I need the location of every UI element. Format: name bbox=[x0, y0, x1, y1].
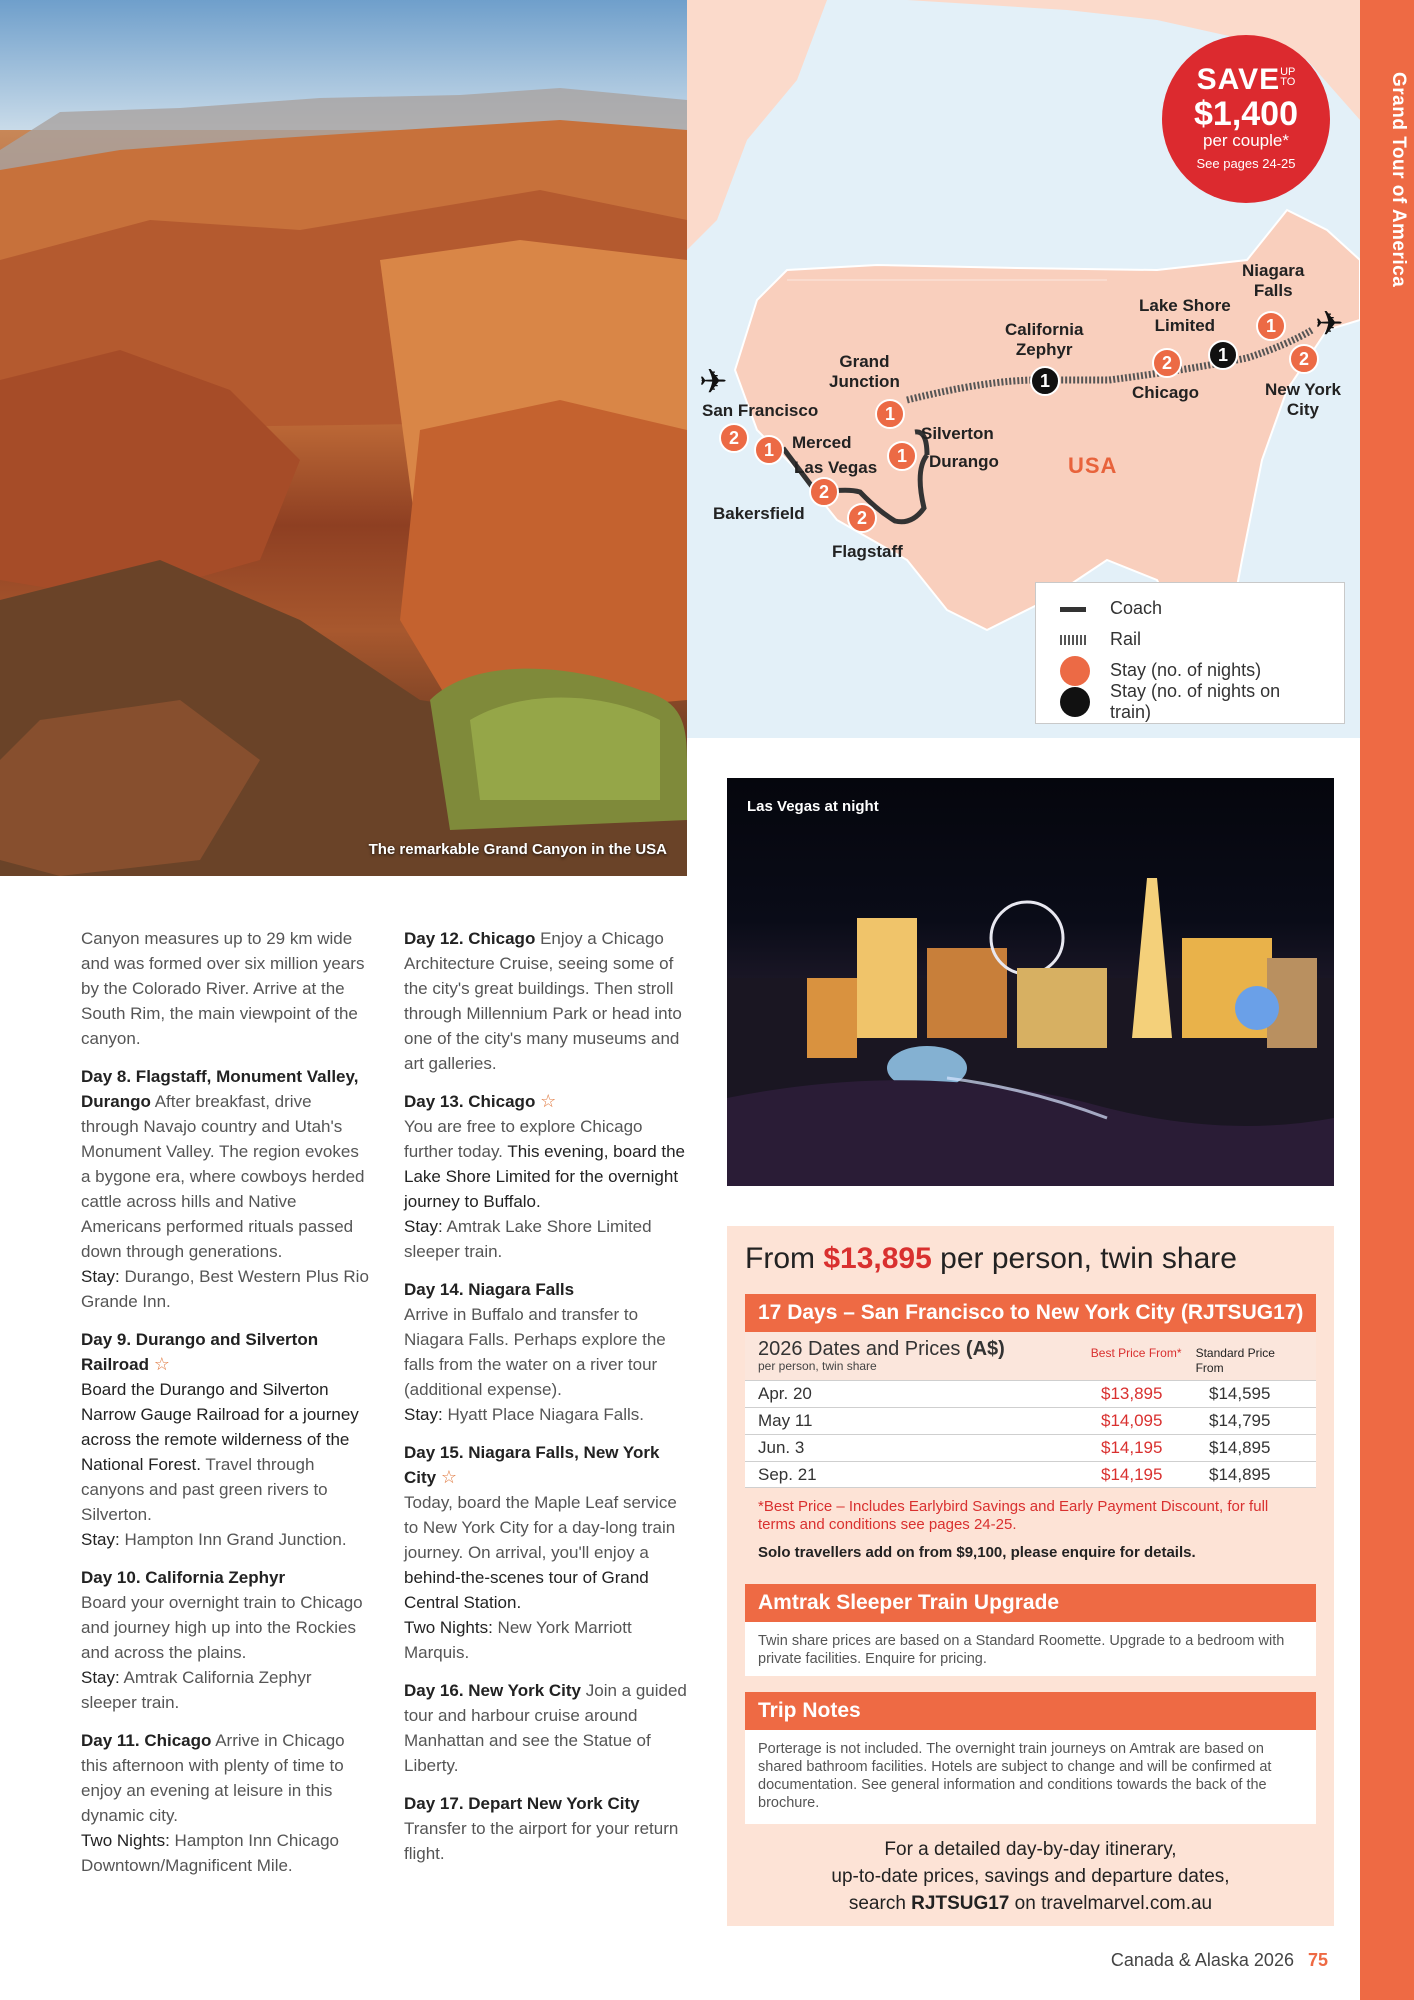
save-badge bbox=[1162, 35, 1330, 203]
day-15-stay-label: Two Nights: bbox=[404, 1618, 493, 1637]
trip-notes-body: Porterage is not included. The overnight train journeys on Amtrak are based on shared bathroom facilities. Hotels are subject to change and will be confirmed at documentation. See general information and conditions towards the back of the brochure. bbox=[745, 1730, 1316, 1824]
col-best-price: Best Price From* bbox=[1090, 1346, 1182, 1360]
day-16-body: Join a guided tour and harbour cruise around Manhattan and see the Statue of Liberty. bbox=[404, 1681, 687, 1775]
row-best: $14,195 bbox=[1101, 1438, 1163, 1457]
cta-line-1: For a detailed day-by-day itinerary, bbox=[884, 1839, 1177, 1860]
city-new-york-line1: New York bbox=[1265, 380, 1341, 399]
legend-rail-label: Rail bbox=[1110, 629, 1142, 649]
legend-rail bbox=[1054, 624, 1326, 655]
stay-dot-icon bbox=[1054, 661, 1090, 681]
day-12-body: Enjoy a Chicago Architecture Cruise, seeing some of the city's great buildings. Then stroll through Millennium Park or head into one of the city's many museums and art galleries. bbox=[404, 929, 682, 1073]
table-title bbox=[758, 1338, 1091, 1376]
day-8-title: Day 8. Flagstaff, Monument Valley, Durango bbox=[81, 1067, 359, 1111]
day-9-body: Travel through canyons and past green rivers to Silverton. bbox=[81, 1455, 328, 1524]
day-17 bbox=[404, 1791, 694, 1866]
day-8 bbox=[81, 1064, 371, 1314]
day-13-body: You are free to explore Chicago further today. bbox=[404, 1117, 643, 1161]
row-standard: $14,795 bbox=[1209, 1411, 1271, 1430]
day-11-stay-label: Two Nights: bbox=[81, 1831, 170, 1850]
table-subtitle: per person, twin share bbox=[758, 1359, 877, 1373]
day-15-body-highlight: behind-the-scenes tour of Grand Central Station. bbox=[404, 1568, 649, 1612]
day-16-title: Day 16. New York City bbox=[404, 1681, 582, 1700]
city-new-york bbox=[1265, 380, 1341, 419]
star-icon: ☆ bbox=[153, 1354, 170, 1374]
vegas-illustration bbox=[727, 778, 1334, 1186]
city-grand-junction bbox=[829, 352, 900, 391]
day-13 bbox=[404, 1089, 694, 1264]
price-table-header bbox=[745, 1332, 1316, 1380]
stay-marker-durango: 1 bbox=[887, 441, 917, 471]
day-12-title: Day 12. Chicago bbox=[404, 929, 536, 948]
city-bakersfield: Bakersfield bbox=[713, 504, 805, 523]
day-13-stay-label: Stay: bbox=[404, 1217, 443, 1236]
row-standard: $14,895 bbox=[1209, 1438, 1271, 1457]
day-9-stay: Hampton Inn Grand Junction. bbox=[124, 1530, 347, 1549]
city-new-york-line2: City bbox=[1286, 399, 1320, 419]
day-12 bbox=[404, 926, 694, 1076]
trip-notes-header: Trip Notes bbox=[745, 1692, 1316, 1730]
save-up: UP bbox=[1280, 66, 1296, 78]
upgrade-header: Amtrak Sleeper Train Upgrade bbox=[745, 1584, 1316, 1622]
itinerary-cta bbox=[745, 1836, 1316, 1917]
col-standard-price: Standard Price From bbox=[1195, 1346, 1275, 1375]
day-11 bbox=[81, 1728, 371, 1878]
day-10 bbox=[81, 1565, 371, 1715]
plane-icon-east: ✈ bbox=[1315, 305, 1344, 343]
label-lake-shore-limited bbox=[1139, 296, 1231, 335]
day-11-stay: Hampton Inn Chicago Downtown/Magnificent Mile. bbox=[81, 1831, 339, 1875]
city-grand-junction-line1: Grand bbox=[839, 352, 890, 371]
table-currency: (A$) bbox=[965, 1338, 1005, 1360]
day-10-stay-label: Stay: bbox=[81, 1668, 120, 1687]
legend-train bbox=[1054, 680, 1326, 722]
row-date: May 11 bbox=[758, 1411, 813, 1430]
side-band-title: Grand Tour of America bbox=[1388, 72, 1409, 288]
table-row bbox=[745, 1434, 1316, 1461]
canyon-caption: The remarkable Grand Canyon in the USA bbox=[368, 841, 667, 858]
city-niagara-line1: Niagara bbox=[1242, 261, 1305, 280]
coach-line-icon bbox=[1054, 599, 1090, 619]
upgrade-body: Twin share prices are based on a Standard Roomette. Upgrade to a bedroom with private facilities. Enquire for pricing. bbox=[745, 1622, 1316, 1676]
label-california-zephyr bbox=[1005, 320, 1083, 359]
day-13-stay: Amtrak Lake Shore Limited sleeper train. bbox=[404, 1217, 652, 1261]
label-lake-shore-line2: Limited bbox=[1154, 315, 1216, 335]
legend-stay-label: Stay (no. of nights) bbox=[1110, 660, 1262, 680]
row-best: $14,195 bbox=[1101, 1464, 1163, 1484]
day-15-stay: New York Marriott Marquis. bbox=[404, 1618, 632, 1662]
table-row bbox=[745, 1380, 1316, 1407]
save-per: per couple* bbox=[1202, 131, 1289, 150]
pricing-panel bbox=[727, 1226, 1334, 1926]
row-best: $13,895 bbox=[1101, 1384, 1163, 1403]
day-13-title: Day 13. Chicago bbox=[404, 1092, 536, 1111]
save-to: TO bbox=[1280, 76, 1296, 88]
save-headline bbox=[1162, 63, 1330, 97]
city-silverton: Silverton bbox=[921, 424, 994, 443]
las-vegas-photo bbox=[727, 778, 1334, 1186]
train-marker-california-zephyr: 1 bbox=[1030, 366, 1060, 396]
stay-marker-new-york: 2 bbox=[1289, 344, 1319, 374]
price-table bbox=[745, 1332, 1316, 1488]
legend-train-label: Stay (no. of nights on train) bbox=[1109, 680, 1281, 722]
stay-marker-grand-junction: 1 bbox=[875, 399, 905, 429]
canyon-illustration bbox=[0, 0, 687, 876]
day-9-title: Day 9. Durango and Silverton Railroad bbox=[81, 1330, 319, 1374]
from-suffix: per person, twin share bbox=[940, 1242, 1237, 1275]
day-8-stay: Durango, Best Western Plus Rio Grande Inn. bbox=[81, 1267, 369, 1311]
day-14 bbox=[404, 1277, 694, 1427]
page-footer bbox=[1111, 1950, 1328, 1971]
day-10-title: Day 10. California Zephyr bbox=[81, 1568, 286, 1587]
from-prefix: From bbox=[745, 1242, 815, 1275]
star-icon: ☆ bbox=[440, 1467, 457, 1487]
legend-coach-label: Coach bbox=[1110, 598, 1163, 618]
city-durango: Durango bbox=[929, 452, 999, 471]
save-up-to bbox=[1280, 67, 1295, 87]
rail-line-icon bbox=[1054, 630, 1090, 650]
day-13-body-highlight: This evening, board the Lake Shore Limited for the overnight journey to Buffalo. bbox=[404, 1142, 685, 1211]
label-california-zephyr-line1: California bbox=[1005, 320, 1084, 339]
day-9 bbox=[81, 1327, 371, 1552]
city-merced: Merced bbox=[792, 433, 852, 452]
itinerary-column-1 bbox=[81, 926, 371, 1891]
city-grand-junction-line2: Junction bbox=[829, 371, 900, 391]
stay-marker-merced: 1 bbox=[754, 435, 784, 465]
legend-coach bbox=[1054, 593, 1326, 624]
day-11-title: Day 11. Chicago bbox=[81, 1731, 212, 1750]
country-label: USA bbox=[1068, 453, 1118, 478]
itinerary-column-2 bbox=[404, 926, 694, 1879]
solo-note: Solo travellers add on from $9,100, please enquire for details. bbox=[758, 1544, 1196, 1561]
day-10-body: Board your overnight train to Chicago and journey high up into the Rockies and across the plains. bbox=[81, 1593, 363, 1662]
stay-marker-flagstaff: 2 bbox=[847, 503, 877, 533]
table-row bbox=[745, 1461, 1316, 1488]
city-las-vegas: Las Vegas bbox=[794, 458, 878, 477]
city-chicago: Chicago bbox=[1132, 383, 1200, 402]
grand-canyon-photo bbox=[0, 0, 687, 876]
from-price bbox=[745, 1242, 1237, 1276]
day-15-title: Day 15. Niagara Falls, New York City bbox=[404, 1443, 660, 1487]
day-11-body: Arrive in Chicago this afternoon with plenty of time to enjoy an evening at leisure in this dynamic city. bbox=[81, 1731, 345, 1825]
stay-marker-chicago: 2 bbox=[1152, 348, 1182, 378]
train-marker-lake-shore-limited: 1 bbox=[1208, 340, 1238, 370]
save-see-pages: See pages 24-25 bbox=[1196, 156, 1296, 171]
row-standard: $14,895 bbox=[1209, 1464, 1271, 1484]
from-amount: $13,895 bbox=[823, 1242, 932, 1275]
intro-paragraph: Canyon measures up to 29 km wide and was formed over six million years by the Colorado River. Arrive at the South Rim, the main viewpoint of the canyon. bbox=[81, 929, 365, 1048]
train-dot-icon bbox=[1054, 692, 1090, 712]
publication-name: Canada & Alaska 2026 bbox=[1110, 1950, 1294, 1970]
stay-marker-las-vegas: 2 bbox=[809, 477, 839, 507]
day-10-stay: Amtrak California Zephyr sleeper train. bbox=[81, 1668, 312, 1712]
day-14-title: Day 14. Niagara Falls bbox=[404, 1280, 575, 1299]
day-8-body: After breakfast, drive through Navajo country and Utah's Monument Valley. The region evokes a bygone era, where cowboys herded cattle across hills and Native Americans performed rituals passed down through generations. bbox=[81, 1092, 365, 1261]
row-date: Jun. 3 bbox=[758, 1438, 805, 1457]
stay-marker-san-francisco: 2 bbox=[719, 423, 749, 453]
row-best: $14,095 bbox=[1101, 1411, 1163, 1430]
route-map bbox=[687, 0, 1360, 738]
day-8-stay-label: Stay: bbox=[81, 1267, 120, 1286]
page-number: 75 bbox=[1307, 1950, 1328, 1970]
city-san-francisco: San Francisco bbox=[702, 401, 819, 420]
cta-line-2: up-to-date prices, savings and departure dates, bbox=[831, 1866, 1230, 1887]
day-9-body-highlight: Board the Durango and Silverton Narrow Gauge Railroad for a journey across the remote wilderness of the National Forest. bbox=[81, 1380, 359, 1474]
day-15 bbox=[404, 1440, 694, 1665]
day-16 bbox=[404, 1678, 694, 1778]
map-legend bbox=[1035, 582, 1345, 724]
day-14-stay: Hyatt Place Niagara Falls. bbox=[447, 1405, 645, 1424]
tour-header: 17 Days – San Francisco to New York City (RJTSUG17) bbox=[745, 1294, 1316, 1332]
table-row bbox=[745, 1407, 1316, 1434]
save-amount: $1,400 bbox=[1194, 95, 1298, 133]
label-lake-shore-line1: Lake Shore bbox=[1139, 296, 1231, 315]
stay-marker-niagara: 1 bbox=[1256, 311, 1286, 341]
side-band bbox=[1360, 0, 1414, 2000]
city-niagara-line2: Falls bbox=[1253, 280, 1293, 300]
row-date: Sep. 21 bbox=[758, 1464, 817, 1484]
cta-line-3 bbox=[745, 1890, 1316, 1917]
plane-icon-west: ✈ bbox=[699, 363, 728, 401]
day-9-stay-label: Stay: bbox=[81, 1530, 120, 1549]
label-california-zephyr-line2: Zephyr bbox=[1015, 339, 1073, 359]
star-icon: ☆ bbox=[540, 1091, 557, 1111]
day-15-body: Today, board the Maple Leaf service to New York City for a day-long train journey. On arrival, you'll enjoy a bbox=[404, 1493, 677, 1562]
cta-code: RJTSUG17 bbox=[911, 1893, 1010, 1914]
row-standard: $14,595 bbox=[1209, 1384, 1271, 1403]
save-word: SAVE bbox=[1196, 63, 1281, 96]
vegas-caption: Las Vegas at night bbox=[747, 798, 879, 815]
table-title-text: 2026 Dates and Prices bbox=[758, 1338, 961, 1360]
cta-site[interactable]: on travelmarvel.com.au bbox=[1014, 1893, 1213, 1914]
city-flagstaff: Flagstaff bbox=[832, 542, 903, 561]
best-price-note: *Best Price – Includes Earlybird Savings and Early Payment Discount, for full terms and conditions see pages 24-25. bbox=[758, 1498, 1269, 1533]
day-17-title: Day 17. Depart New York City bbox=[404, 1794, 640, 1813]
day-14-body: Arrive in Buffalo and transfer to Niagara Falls. Perhaps explore the falls from the water on a river tour (additional expense). bbox=[404, 1305, 666, 1399]
day-14-stay-label: Stay: bbox=[404, 1405, 443, 1424]
city-niagara-falls bbox=[1242, 261, 1304, 300]
day-17-body: Transfer to the airport for your return flight. bbox=[404, 1819, 679, 1863]
row-date: Apr. 20 bbox=[758, 1384, 812, 1403]
cta-search: search bbox=[848, 1893, 906, 1914]
